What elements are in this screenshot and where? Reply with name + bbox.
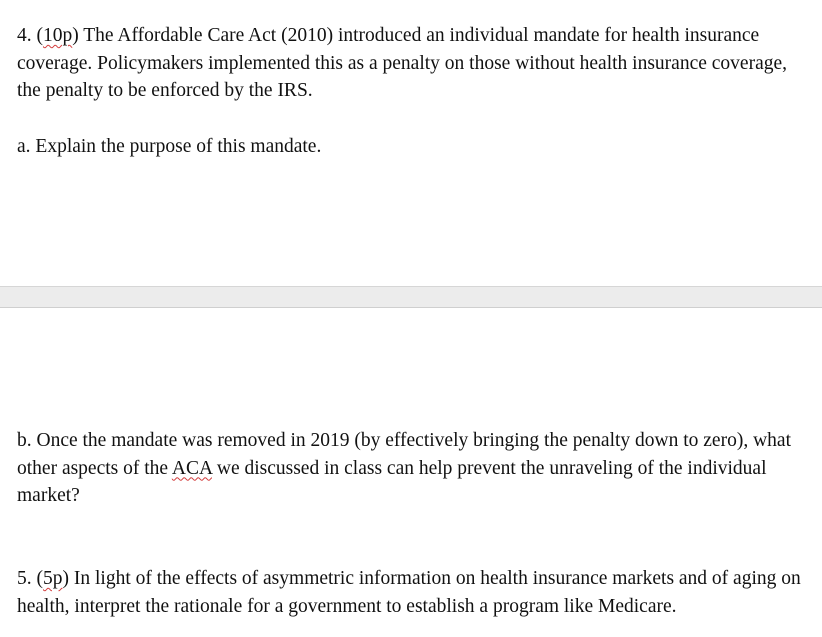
document-page-2 bbox=[0, 308, 822, 637]
document-page-1 bbox=[0, 0, 822, 286]
question-4-text bbox=[17, 22, 807, 105]
question-4-number: 4. ( bbox=[17, 25, 43, 46]
question-4b-body-start: b. Once the mandate was removed in 2019 (by effectively bringing the penalty down to zero), what other aspects of the bbox=[17, 430, 791, 479]
question-4a-text: a. Explain the purpose of this mandate. bbox=[17, 136, 322, 157]
question-4-points[interactable]: 10p bbox=[43, 25, 73, 46]
question-4b-body-end: we discussed in class can help prevent the unraveling of the individual market? bbox=[17, 457, 767, 506]
question-5-points[interactable]: 5p bbox=[43, 568, 63, 589]
question-5-body: ) In light of the effects of asymmetric information on health insurance markets and of aging on health, interpret the rationale for a government to establish a program like Medicare. bbox=[17, 568, 801, 617]
question-5-number: 5. ( bbox=[17, 568, 43, 589]
question-4-body: ) The Affordable Care Act (2010) introduced an individual mandate for health insurance coverage. Policymakers implemented this as a penalty on those without health insurance coverage, the penalty to be enforced by the IRS. bbox=[17, 25, 788, 101]
question-5-text bbox=[17, 565, 807, 620]
aca-acronym[interactable]: ACA bbox=[171, 457, 212, 479]
question-4b-text bbox=[17, 427, 807, 510]
page-break bbox=[0, 286, 822, 308]
